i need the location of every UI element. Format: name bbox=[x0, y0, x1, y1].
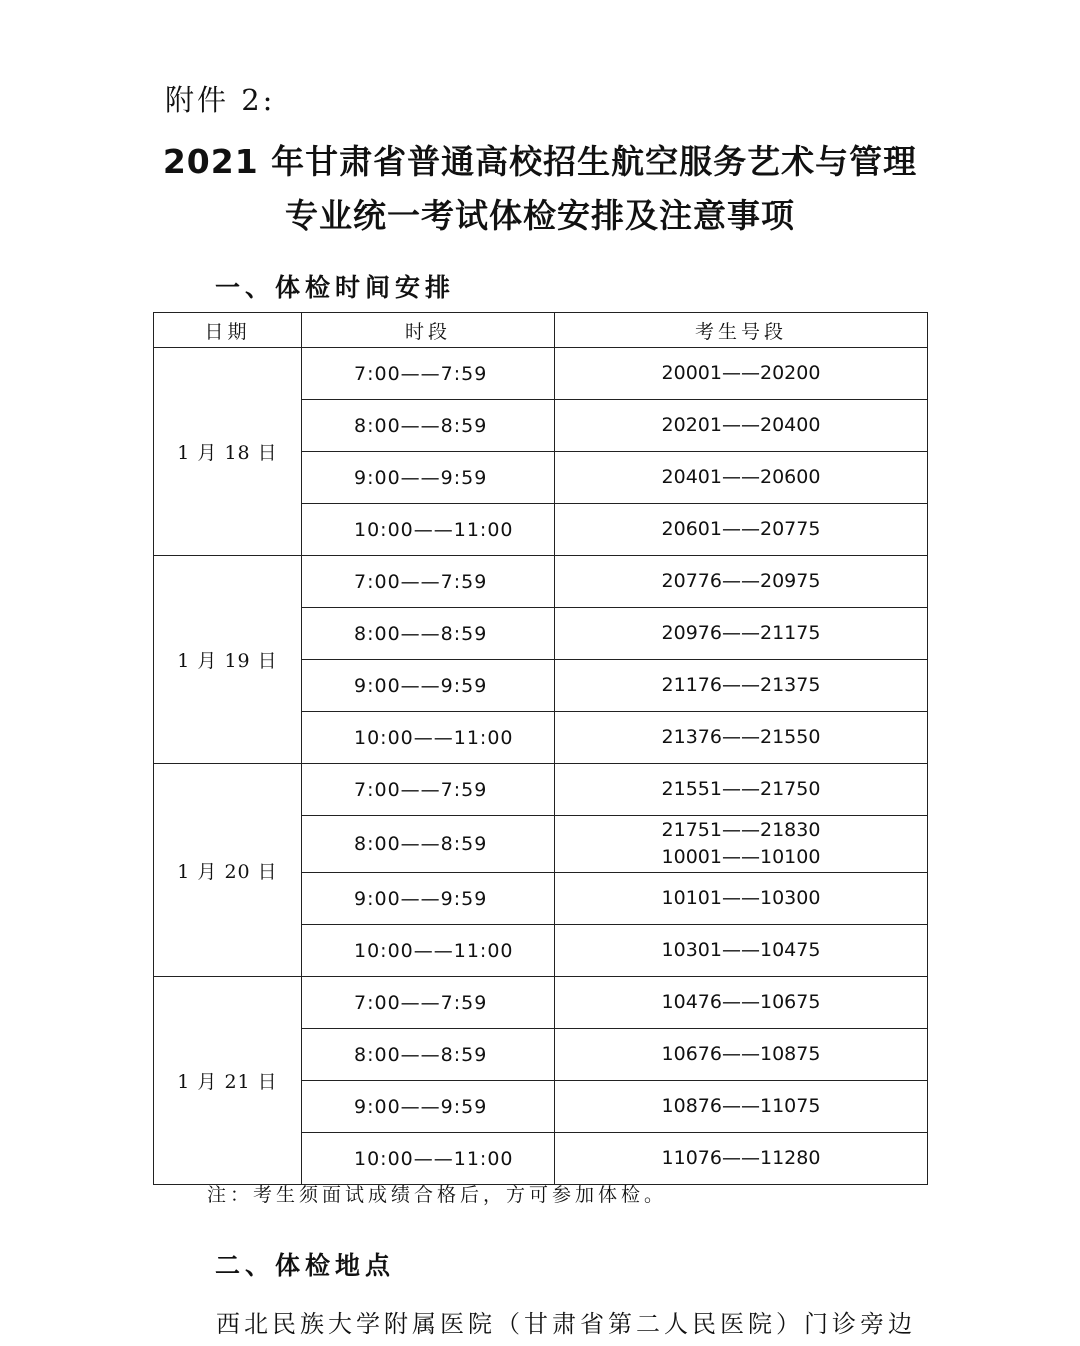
exam-schedule-table bbox=[153, 312, 928, 1185]
candidate-range-cell bbox=[555, 977, 928, 1029]
candidate-range-text: 20776——20975 bbox=[661, 570, 821, 592]
time-slot-cell bbox=[302, 504, 555, 556]
time-slot-text: 10:00——11:00 bbox=[354, 939, 514, 962]
time-slot-text: 10:00——11:00 bbox=[354, 518, 514, 541]
table-note: 注：考生须面试成绩合格后，方可参加体检。 bbox=[207, 1184, 668, 1206]
time-slot-cell bbox=[302, 764, 555, 816]
time-slot-cell bbox=[302, 1029, 555, 1081]
time-slot-text: 10:00——11:00 bbox=[354, 726, 514, 749]
table-body bbox=[154, 348, 928, 1185]
candidate-range-text: 20201——20400 bbox=[661, 414, 821, 436]
table-row bbox=[154, 977, 928, 1029]
time-slot-cell bbox=[302, 1133, 555, 1185]
candidate-range-cell bbox=[555, 608, 928, 660]
time-slot-cell bbox=[302, 400, 555, 452]
candidate-range-cell bbox=[555, 348, 928, 400]
time-slot-text: 7:00——7:59 bbox=[354, 362, 488, 385]
document-title-line-1: 2021 年甘肃省普通高校招生航空服务艺术与管理 bbox=[162, 142, 918, 181]
exam-location-text: 西北民族大学附属医院（甘肃省第二人民医院）门诊旁边 bbox=[216, 1310, 916, 1338]
candidate-range-text: 20001——20200 bbox=[661, 362, 821, 384]
candidate-range-text: 21176——21375 bbox=[661, 674, 821, 696]
time-slot-text: 7:00——7:59 bbox=[354, 991, 488, 1014]
time-slot-text: 7:00——7:59 bbox=[354, 570, 488, 593]
candidate-range-text: 21751——21830 bbox=[661, 819, 821, 841]
time-slot-text: 8:00——8:59 bbox=[354, 833, 488, 855]
candidate-range-cell bbox=[555, 400, 928, 452]
time-slot-cell bbox=[302, 977, 555, 1029]
candidate-range-cell bbox=[555, 925, 928, 977]
table-row bbox=[154, 764, 928, 816]
time-slot-cell bbox=[302, 348, 555, 400]
time-slot-cell bbox=[302, 816, 555, 873]
candidate-range-text: 20601——20775 bbox=[661, 518, 821, 540]
candidate-range-text: 10476——10675 bbox=[661, 991, 821, 1013]
candidate-range-text: 21551——21750 bbox=[661, 778, 821, 800]
time-slot-cell bbox=[302, 712, 555, 764]
candidate-range-cell bbox=[555, 764, 928, 816]
candidate-range-cell bbox=[555, 712, 928, 764]
candidate-range-cell bbox=[555, 556, 928, 608]
time-slot-text: 9:00——9:59 bbox=[354, 674, 488, 697]
time-slot-cell bbox=[302, 873, 555, 925]
table-row bbox=[154, 348, 928, 400]
time-slot-text: 7:00——7:59 bbox=[354, 778, 488, 801]
attachment-label: 附件 2: bbox=[165, 83, 276, 117]
section-heading-schedule: 一、体检时间安排 bbox=[215, 273, 456, 302]
time-slot-text: 9:00——9:59 bbox=[354, 466, 488, 489]
header-date: 日期 bbox=[154, 313, 302, 348]
candidate-range-cell bbox=[555, 452, 928, 504]
time-slot-cell bbox=[302, 608, 555, 660]
time-slot-text: 8:00——8:59 bbox=[354, 1043, 488, 1066]
date-cell: 1 月 21 日 bbox=[154, 977, 302, 1185]
header-candidate-range: 考生号段 bbox=[555, 313, 928, 348]
candidate-range-text: 20976——21175 bbox=[661, 622, 821, 644]
candidate-range-text: 10101——10300 bbox=[661, 887, 821, 909]
candidate-range-cell bbox=[555, 1081, 928, 1133]
time-slot-cell bbox=[302, 660, 555, 712]
document-title-line-2: 专业统一考试体检安排及注意事项 bbox=[285, 196, 795, 235]
candidate-range-cell bbox=[555, 1029, 928, 1081]
header-time-slot: 时段 bbox=[302, 313, 555, 348]
candidate-range-text: 10876——11075 bbox=[661, 1095, 821, 1117]
date-cell: 1 月 20 日 bbox=[154, 764, 302, 977]
date-cell: 1 月 18 日 bbox=[154, 348, 302, 556]
time-slot-text: 8:00——8:59 bbox=[354, 622, 488, 645]
candidate-range-cell bbox=[555, 1133, 928, 1185]
date-cell: 1 月 19 日 bbox=[154, 556, 302, 764]
candidate-range-cell bbox=[555, 873, 928, 925]
section-heading-location: 二、体检地点 bbox=[215, 1251, 396, 1280]
candidate-range-text: 10301——10475 bbox=[661, 939, 821, 961]
time-slot-text: 10:00——11:00 bbox=[354, 1147, 514, 1170]
candidate-range-cell bbox=[555, 816, 928, 873]
candidate-range-text: 11076——11280 bbox=[661, 1147, 821, 1169]
time-slot-cell bbox=[302, 925, 555, 977]
candidate-range-text: 10001——10100 bbox=[661, 846, 821, 868]
candidate-range-text: 21376——21550 bbox=[661, 726, 821, 748]
candidate-range-cell bbox=[555, 504, 928, 556]
time-slot-text: 9:00——9:59 bbox=[354, 1095, 488, 1118]
time-slot-text: 9:00——9:59 bbox=[354, 887, 488, 910]
candidate-range-text: 20401——20600 bbox=[661, 466, 821, 488]
time-slot-cell bbox=[302, 1081, 555, 1133]
candidate-range-cell bbox=[555, 660, 928, 712]
time-slot-cell bbox=[302, 556, 555, 608]
table-row bbox=[154, 556, 928, 608]
time-slot-cell bbox=[302, 452, 555, 504]
time-slot-text: 8:00——8:59 bbox=[354, 414, 488, 437]
candidate-range-text: 10676——10875 bbox=[661, 1043, 821, 1065]
table-header-row bbox=[154, 313, 928, 348]
